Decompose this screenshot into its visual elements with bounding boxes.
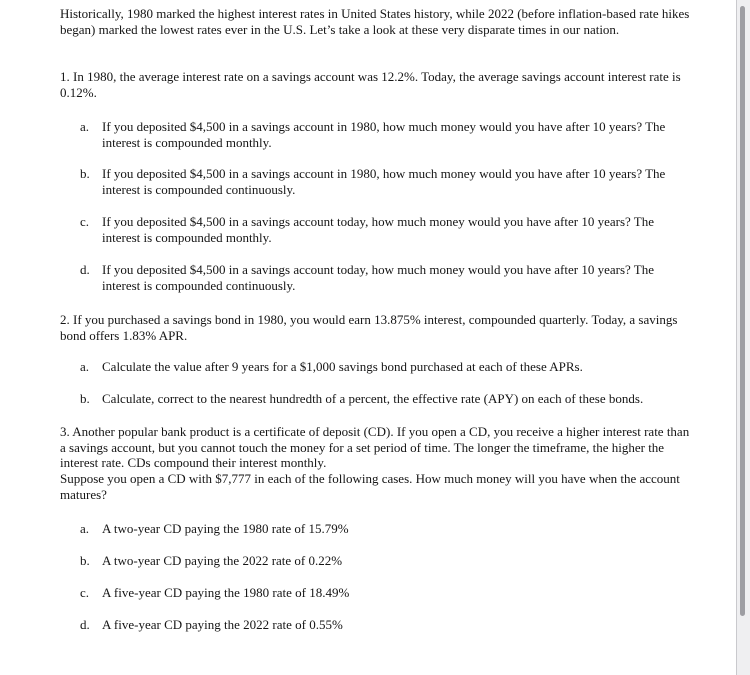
- item-text: If you deposited $4,500 in a savings account today, how much money would you have after 10 years? The interest is compounded continuously.: [102, 262, 654, 293]
- question-1b: [80, 166, 692, 197]
- item-letter: d.: [80, 617, 90, 632]
- question-3-stem-continued: Suppose you open a CD with $7,777 in each of the following cases. How much money will you have when the account matures?: [60, 471, 680, 502]
- question-1d: [80, 262, 692, 293]
- question-1c: [80, 214, 692, 245]
- question-3b: [80, 553, 692, 569]
- item-letter: b.: [80, 391, 90, 406]
- question-2b: [80, 391, 692, 407]
- item-text: A two-year CD paying the 2022 rate of 0.22%: [102, 553, 343, 568]
- question-3c: [80, 585, 692, 601]
- item-text: A two-year CD paying the 1980 rate of 15.79%: [102, 521, 349, 536]
- question-3a: [80, 521, 692, 537]
- item-letter: a.: [80, 119, 90, 134]
- scrollbar-thumb[interactable]: [740, 6, 745, 616]
- item-text: Calculate, correct to the nearest hundredth of a percent, the effective rate (APY) on each of these bonds.: [102, 391, 644, 406]
- item-text: Calculate the value after 9 years for a $1,000 savings bond purchased at each of these APRs.: [102, 359, 583, 374]
- question-2a: [80, 359, 692, 375]
- item-letter: c.: [80, 585, 90, 600]
- question-2-stem: 2. If you purchased a savings bond in 1980, you would earn 13.875% interest, compounded quarterly. Today, a savings bond offers 1.83% APR.: [60, 312, 678, 343]
- item-text: If you deposited $4,500 in a savings account in 1980, how much money would you have after 10 years? The interest is compounded monthly.: [102, 119, 666, 150]
- intro-paragraph: Historically, 1980 marked the highest interest rates in United States history, while 2022 (before inflation-based rate hikes began) marked the lowest rates ever in the U.S. Let’s take a look at these very disparate times in our nation.: [60, 6, 690, 37]
- question-3d: [80, 617, 692, 633]
- item-letter: d.: [80, 262, 90, 277]
- item-text: A five-year CD paying the 2022 rate of 0.55%: [102, 617, 343, 632]
- question-1a: [80, 119, 692, 150]
- question-1-stem: 1. In 1980, the average interest rate on a savings account was 12.2%. Today, the average savings account interest rate is 0.12%.: [60, 69, 681, 100]
- item-letter: b.: [80, 553, 90, 568]
- item-text: A five-year CD paying the 1980 rate of 18.49%: [102, 585, 350, 600]
- item-text: If you deposited $4,500 in a savings account today, how much money would you have after 10 years? The interest is compounded monthly.: [102, 214, 654, 245]
- item-letter: b.: [80, 166, 90, 181]
- item-letter: a.: [80, 359, 90, 374]
- item-letter: a.: [80, 521, 90, 536]
- item-letter: c.: [80, 214, 90, 229]
- question-3-stem: 3. Another popular bank product is a certificate of deposit (CD). If you open a CD, you receive a higher interest rate than a savings account, but you cannot touch the money for a set period of time. The longer the timeframe, the higher the interest rate. CDs compound their interest monthly.: [60, 424, 690, 470]
- item-text: If you deposited $4,500 in a savings account in 1980, how much money would you have after 10 years? The interest is compounded continuously.: [102, 166, 666, 197]
